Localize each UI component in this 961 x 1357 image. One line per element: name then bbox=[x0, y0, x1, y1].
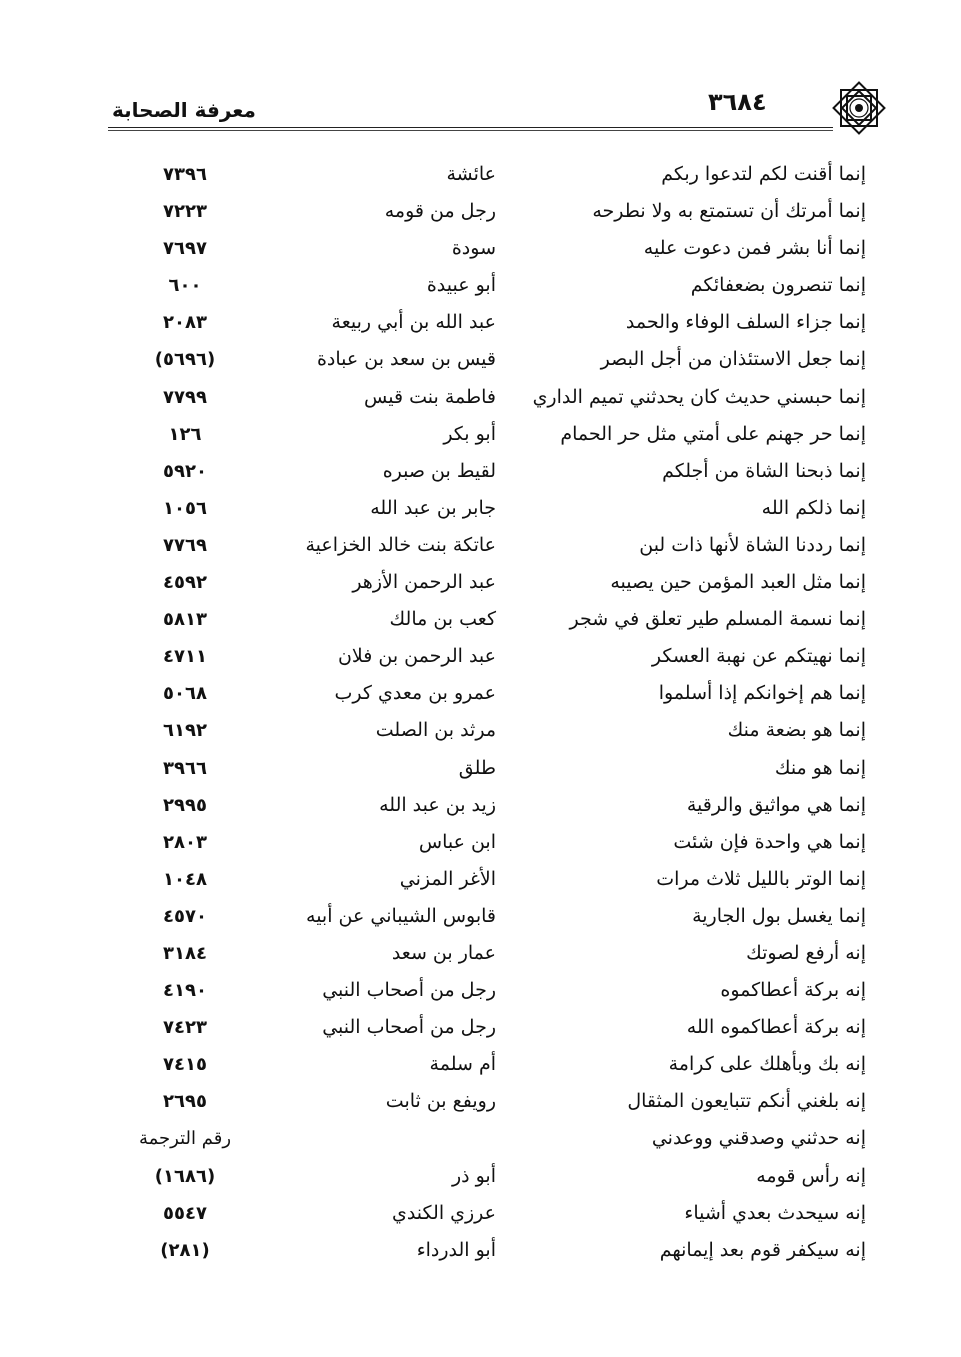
translation-number: ٥٥٤٧ bbox=[163, 1202, 207, 1224]
index-row bbox=[130, 861, 866, 898]
index-row bbox=[130, 453, 866, 490]
narrator-name: طلق bbox=[458, 756, 496, 779]
hadith-text: إنما جزاء السلف الوفاء والحمد bbox=[625, 311, 866, 334]
translation-number: ١٠٥٦ bbox=[163, 497, 207, 519]
narrator-name: جابر بن عبد الله bbox=[370, 496, 496, 519]
page-header bbox=[108, 80, 891, 132]
index-row bbox=[130, 1009, 866, 1046]
translation-number: ٢٠٨٣ bbox=[163, 312, 207, 334]
narrator-name: أبو الدرداء bbox=[416, 1238, 496, 1261]
translation-number: (٥٦٩٦) bbox=[154, 349, 216, 371]
narrator-name: سودة bbox=[451, 237, 496, 260]
hadith-text: إنما أقنت لكم لتدعوا ربكم bbox=[661, 163, 866, 185]
translation-number: ٧٦٩٧ bbox=[163, 238, 207, 260]
index-row bbox=[130, 527, 866, 564]
translation-number: ٢٩٩٥ bbox=[163, 794, 207, 816]
index-row bbox=[130, 564, 866, 601]
translation-number: ٤٧١١ bbox=[163, 646, 207, 668]
narrator-name: فاطمة بنت قيس bbox=[364, 385, 496, 408]
narrator-name: عاتكة بنت خالد الخزاعية bbox=[305, 533, 496, 556]
narrator-name: رويفع بن ثابت bbox=[385, 1090, 496, 1113]
translation-number: ٧٢٢٣ bbox=[163, 201, 207, 223]
index-row bbox=[130, 193, 866, 230]
translation-number: ٢٨٠٣ bbox=[163, 831, 207, 853]
translation-number: رقم الترجمة bbox=[138, 1128, 232, 1150]
hadith-text: إنما يغسل بول الجارية bbox=[692, 904, 866, 927]
index-row bbox=[130, 935, 866, 972]
narrator-name: عبد الرحمن الأزهر bbox=[352, 571, 496, 594]
hadith-text: إنما حر جهنم على أمتي مثل حر الحمام bbox=[560, 422, 866, 445]
hadith-text: إنه بركة أعطاكموه الله bbox=[686, 1016, 866, 1039]
narrator-name: مرثد بن الصلت bbox=[375, 719, 496, 742]
translation-number: (٢٨١) bbox=[160, 1239, 210, 1261]
index-row bbox=[130, 972, 866, 1009]
hadith-text: إنما هي واحدة فإن شئت bbox=[673, 830, 866, 853]
index-table bbox=[130, 156, 866, 1269]
index-row bbox=[130, 267, 866, 304]
index-row bbox=[130, 156, 866, 193]
translation-number: ٢٦٩٥ bbox=[163, 1091, 207, 1113]
translation-number: (١٦٨٦) bbox=[154, 1165, 216, 1187]
index-row bbox=[130, 490, 866, 527]
index-row bbox=[130, 1232, 866, 1269]
hadith-text: إنما نسمة المسلم طير تعلق في شجر bbox=[569, 608, 866, 631]
index-row bbox=[130, 416, 866, 453]
hadith-text: إنما ذبحنا الشاة من أجلكم bbox=[662, 459, 866, 482]
translation-number: ٧٣٩٦ bbox=[163, 164, 207, 185]
translation-number: ٤٥٧٠ bbox=[163, 905, 207, 927]
narrator-name: رجل من أصحاب النبي bbox=[322, 1016, 496, 1039]
octagonal-star-ornament-icon bbox=[829, 78, 889, 138]
narrator-name: عمار بن سعد bbox=[391, 941, 496, 964]
translation-number: ٣٩٦٦ bbox=[163, 757, 207, 779]
narrator-name: ابن عباس bbox=[418, 830, 496, 853]
page-number: ٣٦٨٤ bbox=[708, 88, 767, 116]
translation-number: ٧٧٩٩ bbox=[163, 386, 207, 408]
index-row bbox=[130, 1083, 866, 1120]
index-row bbox=[130, 601, 866, 638]
narrator-name: عبد الرحمن بن فلان bbox=[337, 645, 496, 668]
narrator-name: قيس بن سعد بن عبادة bbox=[316, 348, 496, 371]
hadith-text: إنه سيحدث بعدي أشياء bbox=[684, 1201, 866, 1224]
hadith-text: إنما حبسني حديث كان يحدثني تميم الداري bbox=[532, 385, 866, 408]
translation-number: ٧٧٦٩ bbox=[163, 534, 207, 556]
translation-number: ٥٠٦٨ bbox=[163, 683, 207, 705]
narrator-name: عائشة bbox=[446, 163, 496, 185]
narrator-name: زيد بن عبد الله bbox=[379, 793, 496, 816]
index-row bbox=[130, 824, 866, 861]
narrator-name: لقيط بن صبره bbox=[382, 459, 496, 482]
narrator-name: عبد الله بن أبي ربيعة bbox=[331, 311, 496, 334]
hadith-text: إنه بك وبأهلك على كرامة bbox=[668, 1053, 866, 1076]
narrator-name: قابوس الشيباني عن أبيه bbox=[306, 904, 496, 927]
hadith-text: إنما هو منك bbox=[774, 756, 866, 779]
index-row bbox=[130, 379, 866, 416]
hadith-text: إنما رددنا الشاة لأنها ذات لبن bbox=[639, 533, 866, 556]
index-row bbox=[130, 1195, 866, 1232]
index-row bbox=[130, 1046, 866, 1083]
index-row bbox=[130, 750, 866, 787]
translation-number: ٤١٩٠ bbox=[163, 980, 207, 1002]
narrator-name: أبو بكر bbox=[443, 422, 496, 445]
index-row bbox=[130, 638, 866, 675]
translation-number: ٤٥٩٢ bbox=[163, 572, 207, 594]
narrator-name: عمرو بن معدي كرب bbox=[334, 682, 496, 705]
narrator-name: أبو ذر bbox=[451, 1164, 496, 1187]
narrator-name: رجل من قومه bbox=[384, 200, 496, 223]
hadith-text: إنه سيكفر قوم بعد إيمانهم bbox=[659, 1238, 866, 1261]
translation-number: ٦٠٠ bbox=[168, 275, 202, 297]
hadith-text: إنما الوتر بالليل ثلاث مرات bbox=[656, 867, 866, 890]
hadith-text: إنما ذلكم الله bbox=[761, 496, 866, 519]
narrator-name: أم سلمة bbox=[429, 1053, 496, 1076]
hadith-text: إنه حدثني وصدقني ووعدني bbox=[651, 1127, 866, 1150]
translation-number: ٥٨١٣ bbox=[163, 609, 207, 631]
hadith-text: إنه بلغني أنكم تتبايعون المثقال bbox=[627, 1090, 866, 1113]
narrator-name: أبو عبيدة bbox=[426, 274, 496, 297]
hadith-text: إنما جعل الاستئذان من أجل البصر bbox=[600, 348, 866, 371]
translation-number: ٧٤٢٣ bbox=[163, 1017, 207, 1039]
index-row bbox=[130, 1120, 866, 1157]
index-row bbox=[130, 341, 866, 378]
hadith-text: إنما هي مواثيق والرقية bbox=[686, 793, 866, 816]
index-row bbox=[130, 230, 866, 267]
index-row bbox=[130, 304, 866, 341]
header-rule bbox=[108, 127, 833, 128]
translation-number: ٦١٩٢ bbox=[163, 720, 207, 742]
hadith-text: إنما تنصرون بضعفائكم bbox=[690, 274, 866, 297]
index-row bbox=[130, 787, 866, 824]
translation-number: ٥٩٢٠ bbox=[163, 460, 207, 482]
hadith-text: إنه بركة أعطاكموه bbox=[720, 979, 866, 1002]
translation-number: ١٠٤٨ bbox=[163, 868, 207, 890]
header-rule-thin bbox=[108, 130, 833, 131]
hadith-text: إنما مثل العبد المؤمن حين يصيبه bbox=[610, 571, 866, 594]
translation-number: ٣١٨٤ bbox=[163, 942, 207, 964]
hadith-text: إنه رأس قومه bbox=[756, 1164, 866, 1187]
translation-number: ١٢٦ bbox=[168, 423, 202, 445]
index-row bbox=[130, 1158, 866, 1195]
index-row bbox=[130, 712, 866, 749]
narrator-name: كعب بن مالك bbox=[389, 608, 496, 631]
hadith-text: إنما هم إخوانكم إذا أسلموا bbox=[658, 682, 866, 705]
index-row bbox=[130, 898, 866, 935]
hadith-text: إنما هو بضعة منك bbox=[727, 719, 866, 742]
book-title: معرفة الصحابة bbox=[112, 98, 256, 122]
translation-number: ٧٤١٥ bbox=[163, 1054, 207, 1076]
hadith-text: إنه أرفع لصوتك bbox=[746, 941, 866, 964]
hadith-text: إنما نهيتكم عن نهبة العسكر bbox=[651, 645, 866, 668]
index-row bbox=[130, 675, 866, 712]
narrator-name: عرزي الكندي bbox=[391, 1201, 496, 1224]
hadith-text: إنما أمرتك أن تستمتع به ولا نطرحه bbox=[592, 200, 866, 223]
hadith-text: إنما أنا بشر فمن دعوت عليه bbox=[643, 237, 866, 260]
narrator-name: رجل من أصحاب النبي bbox=[322, 979, 496, 1002]
narrator-name: الأغر المزني bbox=[399, 867, 496, 890]
